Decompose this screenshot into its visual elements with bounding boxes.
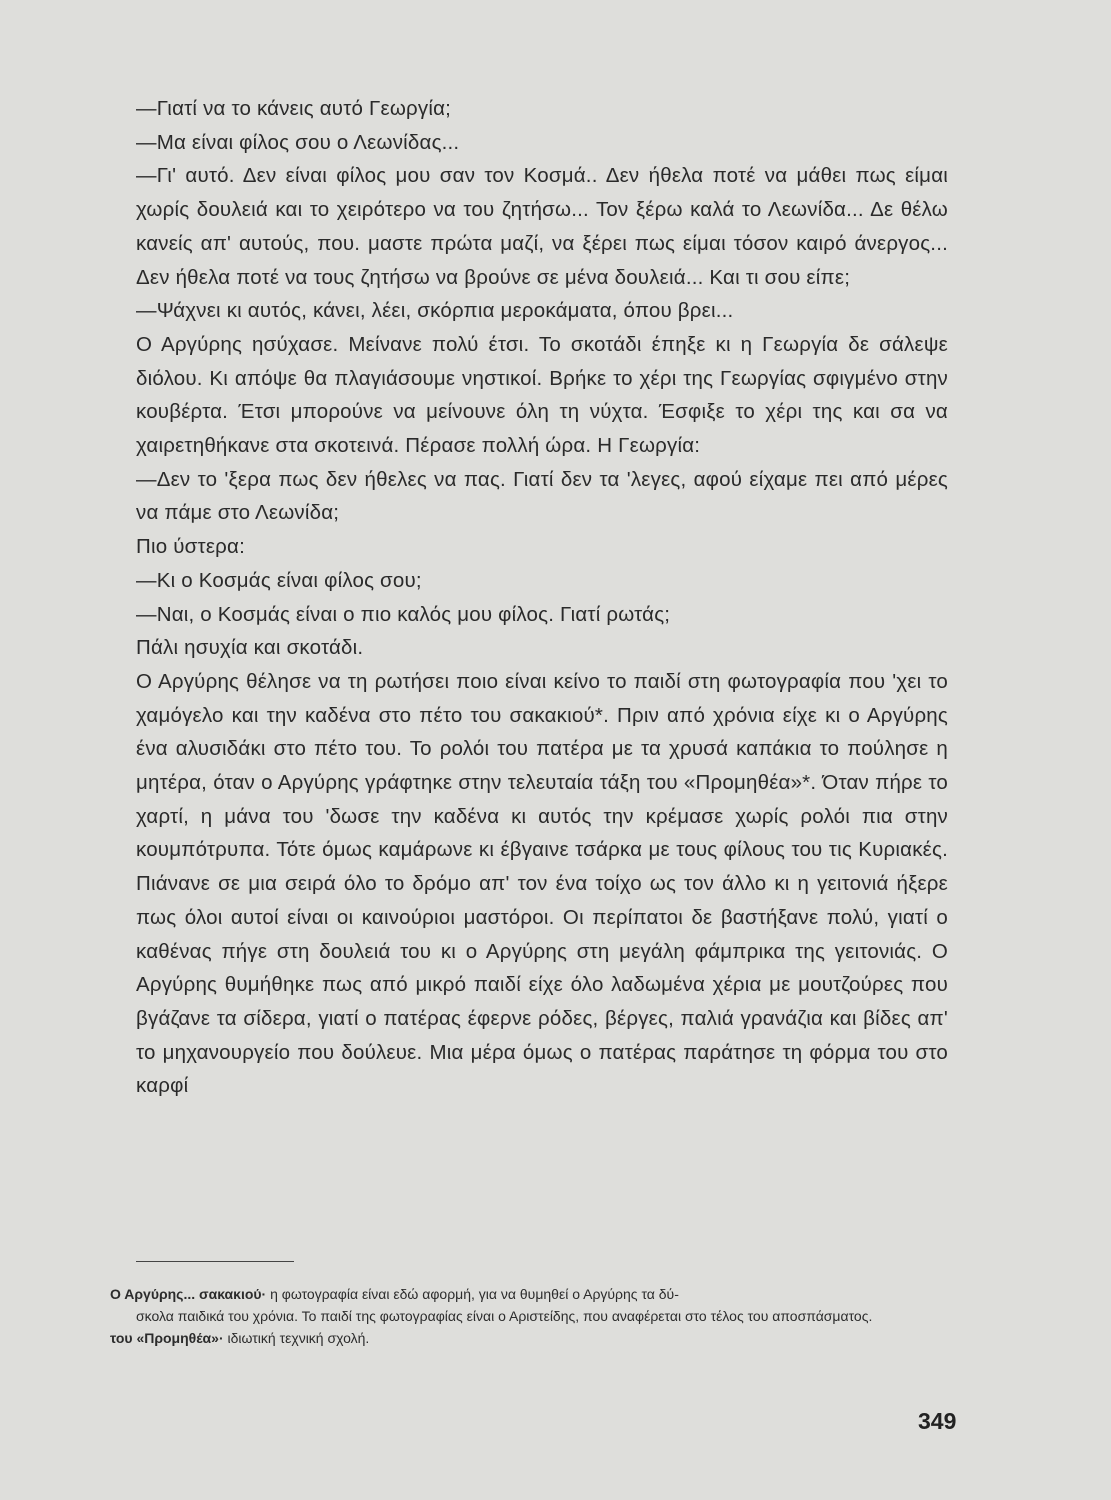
dialogue-paragraph: —Γι' αυτό. Δεν είναι φίλος μου σαν τον Κοσμά.. Δεν ήθελα ποτέ να μάθει πως είμαι χωρίς δουλειά και το χειρότερο να του ζητήσω... Τον ξέρω καλά το Λεωνίδα... Δε θέλω κανείς απ' αυτούς, που. μαστε πρώτα μαζί, να ξέρει πως είμαι τόσον καιρό άνεργος... Δεν ήθελα ποτέ να τους ζητήσω να βρούνε σε μένα δουλειά... Και τι σου είπε;	[136, 164, 948, 289]
footnote	[110, 1327, 960, 1349]
footnote-term: του «Προμηθέα»·	[110, 1330, 224, 1346]
footnote-divider	[136, 1261, 294, 1262]
footnotes	[110, 1283, 960, 1349]
narrative-paragraph: Ο Αργύρης ησύχασε. Μείνανε πολύ έτσι. Το σκοτάδι έπηξε κι η Γεωργία δε σάλεψε διόλου. Κι απόψε θα πλαγιάσουμε νηστικοί. Βρήκε το χέρι της Γεωργίας σφιγμένο στην κουβέρτα. Έτσι μπορούνε να μείνουνε όλη τη νύχτα. Έσφιξε το χέρι της και σα να χαιρετηθήκανε στα σκοτεινά. Πέρασε πολλή ώρα. Η Γεωργία:	[136, 332, 948, 458]
footnote-text: η φωτογραφία είναι εδώ αφορμή, για να θυμηθεί ο Αργύρης τα δύ-	[270, 1286, 679, 1302]
narrative-line: Πάλι ησυχία και σκοτάδι.	[136, 636, 364, 660]
footnote-text-continued: σκολα παιδικά του χρόνια. Το παιδί της φωτογραφίας είναι ο Αριστείδης, που αναφέρεται στο τέλος του αποσπάσματος.	[136, 1308, 873, 1324]
dialogue-paragraph: —Δεν το 'ξερα πως δεν ήθελες να πας. Γιατί δεν τα 'λεγες, αφού είχαμε πει από μέρες να πάμε στο Λεωνίδα;	[136, 467, 948, 525]
dialogue-line: —Γιατί να το κάνεις αυτό Γεωργία;	[136, 97, 452, 120]
dialogue-line: —Ψάχνει κι αυτός, κάνει, λέει, σκόρπια μεροκάματα, όπου βρει...	[136, 299, 734, 323]
narrative-paragraph: Ο Αργύρης θέλησε να τη ρωτήσει ποιο είναι κείνο το παιδί στη φωτογραφία που 'χει το χαμόγελο και την καδένα στο πέτο του σακακιού*. Πριν από χρόνια είχε κι ο Αργύρης ένα αλυσιδάκι στο πέτο του. Το ρολόι του πατέρα με τα χρυσά καπάκια το πούλησε η μητέρα, όταν ο Αργύρης γράφτηκε στην τελευταία τάξη του «Προμηθέα»*. Όταν πήρε το χαρτί, η μάνα του 'δωσε την καδένα κι αυτός την κρέμασε χωρίς ρολόι πια στην κουμπότρυπα. Τότε όμως καμάρωνε κι έβγαινε τσάρκα με τους φίλους του τις Κυριακές. Πιάνανε σε μια σειρά όλο το δρόμο απ' τον ένα τοίχο ως τον άλλο κι η γειτονιά ήξερε πως όλοι αυτοί είναι οι καινούριοι μαστόροι. Οι περίπατοι δε βαστήξανε πολύ, γιατί ο καθένας πήγε στη δουλειά του κι ο Αργύρης στη μεγάλη φάμπρικα της γειτονιάς. Ο Αργύρης θυμήθηκε πως από μικρό παιδί είχε όλο λαδωμένα χέρια με μουτζούρες που βγάζανε τα σίδερα, γιατί ο πατέρας έφερνε ρόδες, βέργες, παλιά γρανάζια και βίδες απ' το μηχανουργείο που δούλευε. Μια μέρα όμως ο πατέρας παράτησε τη φόρμα του στο καρφί	[136, 669, 948, 1098]
narrative-line: Πιο ύστερα:	[136, 535, 245, 559]
page-number: 349	[918, 1408, 957, 1434]
footnote-term: Ο Αργύρης... σακακιού·	[110, 1286, 267, 1302]
footnote	[110, 1283, 960, 1327]
dialogue-line: —Ναι, ο Κοσμάς είναι ο πιο καλός μου φίλος. Γιατί ρωτάς;	[136, 602, 671, 626]
dialogue-line: —Μα είναι φίλος σου ο Λεωνίδας...	[136, 130, 460, 154]
footnote-text: ιδιωτική τεχνική σχολή.	[227, 1330, 370, 1346]
main-text	[136, 92, 948, 1103]
dialogue-line: —Κι ο Κοσμάς είναι φίλος σου;	[136, 568, 422, 592]
